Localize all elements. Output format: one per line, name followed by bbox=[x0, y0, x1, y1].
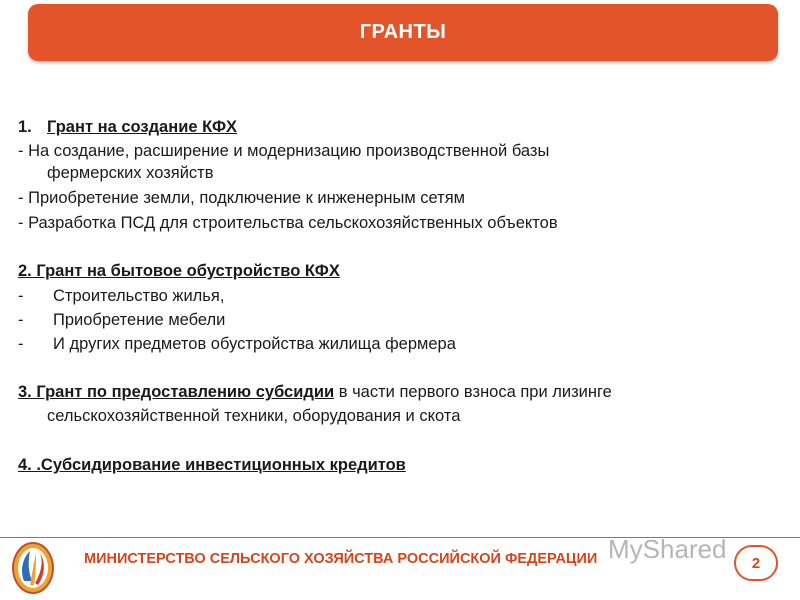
section-1-title: Грант на создание КФХ bbox=[47, 118, 238, 136]
section-2-item-text: И других предметов обустройства жилища фермера bbox=[53, 335, 456, 353]
watermark-text: MyShared bbox=[608, 534, 727, 564]
section-1-heading bbox=[18, 116, 237, 138]
section-2-title: 2. Грант на бытовое обустройство КФХ bbox=[18, 262, 340, 280]
section-3-heading bbox=[18, 381, 612, 403]
section-2-item: - И других предметов обустройства жилища фермера bbox=[18, 335, 456, 353]
section-2-item: - Приобретение мебели bbox=[18, 311, 226, 329]
page-title: ГРАНТЫ bbox=[359, 21, 447, 43]
section-1-item-1-cont: фермерских хозяйств bbox=[47, 164, 214, 182]
section-4-title: 4. .Субсидирование инвестиционных кредитов bbox=[18, 456, 406, 474]
section-1-number: 1. bbox=[18, 118, 32, 136]
section-2-heading bbox=[18, 260, 340, 282]
footer-ministry-name: МИНИСТЕРСТВО СЕЛЬСКОГО ХОЗЯЙСТВА РОССИЙСКОЙ ФЕДЕРАЦИИ bbox=[84, 551, 598, 567]
section-1-item-3: - Разработка ПСД для строительства сельскохозяйственных объектов bbox=[18, 214, 558, 232]
section-2-item-text: Приобретение мебели bbox=[53, 311, 226, 329]
section-3-title: 3. Грант по предоставлению субсидии bbox=[18, 383, 335, 401]
section-2-item-text: Строительство жилья, bbox=[53, 287, 225, 305]
section-2-item: - Строительство жилья, bbox=[18, 287, 225, 305]
section-4-heading bbox=[18, 454, 406, 476]
title-banner bbox=[28, 4, 778, 61]
section-3-text: в части первого взноса при лизинге bbox=[334, 383, 612, 401]
section-3-text-cont: сельскохозяйственной техники, оборудования и скота bbox=[47, 407, 461, 425]
page-number-badge bbox=[734, 545, 778, 581]
section-1-item-1: - На создание, расширение и модернизацию производственной базы bbox=[18, 142, 550, 160]
ministry-emblem-icon bbox=[10, 541, 56, 595]
section-1-item-2: - Приобретение земли, подключение к инженерным сетям bbox=[18, 189, 466, 207]
page-number: 2 bbox=[751, 554, 761, 572]
